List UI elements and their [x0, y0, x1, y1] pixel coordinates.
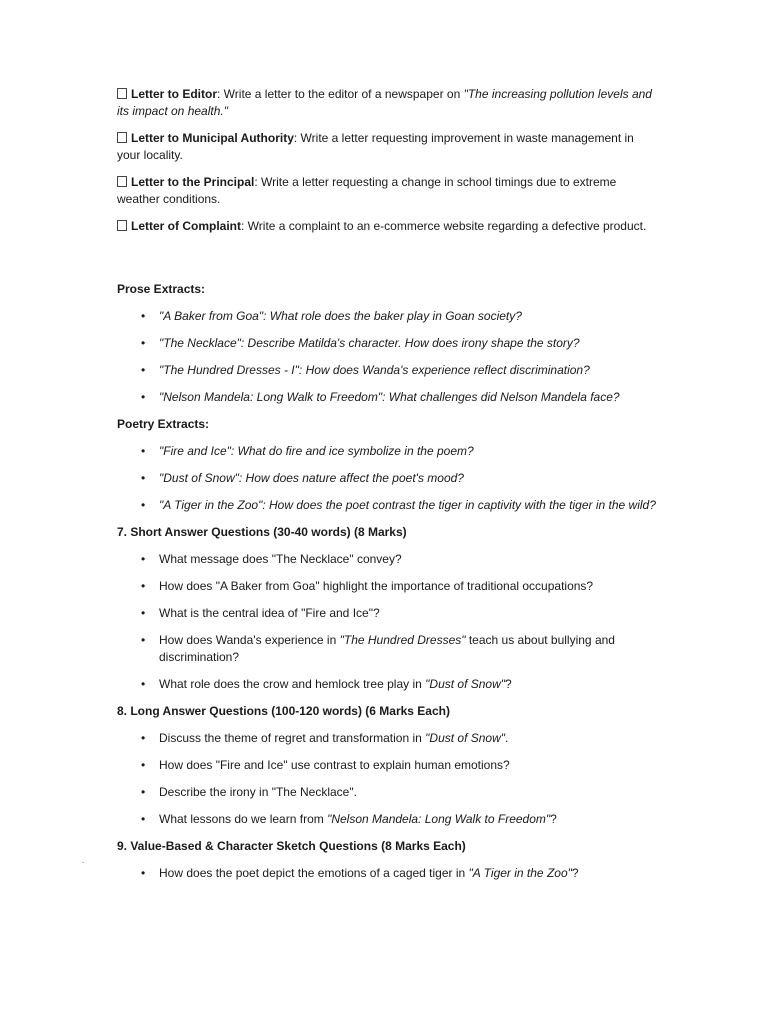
letter-item: Letter of Complaint: Write a complaint to an e-commerce website regarding a defective product. — [117, 218, 657, 235]
list-item: • "A Baker from Goa": What role does the baker play in Goan society? — [117, 308, 657, 325]
checkbox-glyph-icon — [117, 176, 127, 187]
value-based-heading: 9. Value-Based & Character Sketch Questions (8 Marks Each) — [117, 839, 466, 853]
checkbox-glyph-icon — [117, 88, 127, 99]
letter-item: Letter to the Principal: Write a letter requesting a change in school timings due to extreme weather conditions. — [117, 175, 617, 206]
list-item: • Discuss the theme of regret and transformation in "Dust of Snow". — [117, 730, 657, 747]
list-item: • What message does "The Necklace" convey? — [117, 551, 657, 568]
list-item: • "The Necklace": Describe Matilda's character. How does irony shape the story? — [117, 335, 657, 352]
poetry-list — [117, 443, 657, 514]
prose-heading: Prose Extracts: — [117, 282, 206, 296]
stray-mark: . — [82, 856, 85, 865]
letter-item: Letter to Municipal Authority: Write a letter requesting improvement in waste management in your locality. — [117, 131, 634, 162]
list-item: • "Fire and Ice": What do fire and ice symbolize in the poem? — [117, 443, 657, 460]
document-content — [117, 86, 657, 892]
short-answer-list — [117, 551, 657, 693]
long-answer-list — [117, 730, 657, 828]
short-answer-heading: 7. Short Answer Questions (30-40 words) (8 Marks) — [117, 525, 407, 539]
list-item: • Describe the irony in "The Necklace". — [117, 784, 657, 801]
list-item: • What lessons do we learn from "Nelson Mandela: Long Walk to Freedom"? — [117, 811, 657, 828]
list-item: • "A Tiger in the Zoo": How does the poet contrast the tiger in captivity with the tiger in the wild? — [117, 497, 657, 514]
checkbox-glyph-icon — [117, 220, 127, 231]
list-item: • How does Wanda's experience in "The Hundred Dresses" teach us about bullying and discrimination? — [117, 632, 657, 666]
list-item: • How does "A Baker from Goa" highlight the importance of traditional occupations? — [117, 578, 657, 595]
prose-list — [117, 308, 657, 406]
checkbox-glyph-icon — [117, 132, 127, 143]
list-item: • How does "Fire and Ice" use contrast to explain human emotions? — [117, 757, 657, 774]
list-item: • "Nelson Mandela: Long Walk to Freedom": What challenges did Nelson Mandela face? — [117, 389, 657, 406]
list-item: • What is the central idea of "Fire and Ice"? — [117, 605, 657, 622]
poetry-heading: Poetry Extracts: — [117, 417, 210, 431]
list-item: • "The Hundred Dresses - I": How does Wanda's experience reflect discrimination? — [117, 362, 657, 379]
list-item: • "Dust of Snow": How does nature affect the poet's mood? — [117, 470, 657, 487]
list-item: • What role does the crow and hemlock tree play in "Dust of Snow"? — [117, 676, 657, 693]
value-based-list — [117, 865, 657, 882]
list-item: • How does the poet depict the emotions of a caged tiger in "A Tiger in the Zoo"? — [117, 865, 657, 882]
long-answer-heading: 8. Long Answer Questions (100-120 words) (6 Marks Each) — [117, 704, 450, 718]
letter-item: Letter to Editor: Write a letter to the editor of a newspaper on "The increasing pollution levels and its impact on health." — [117, 87, 652, 118]
